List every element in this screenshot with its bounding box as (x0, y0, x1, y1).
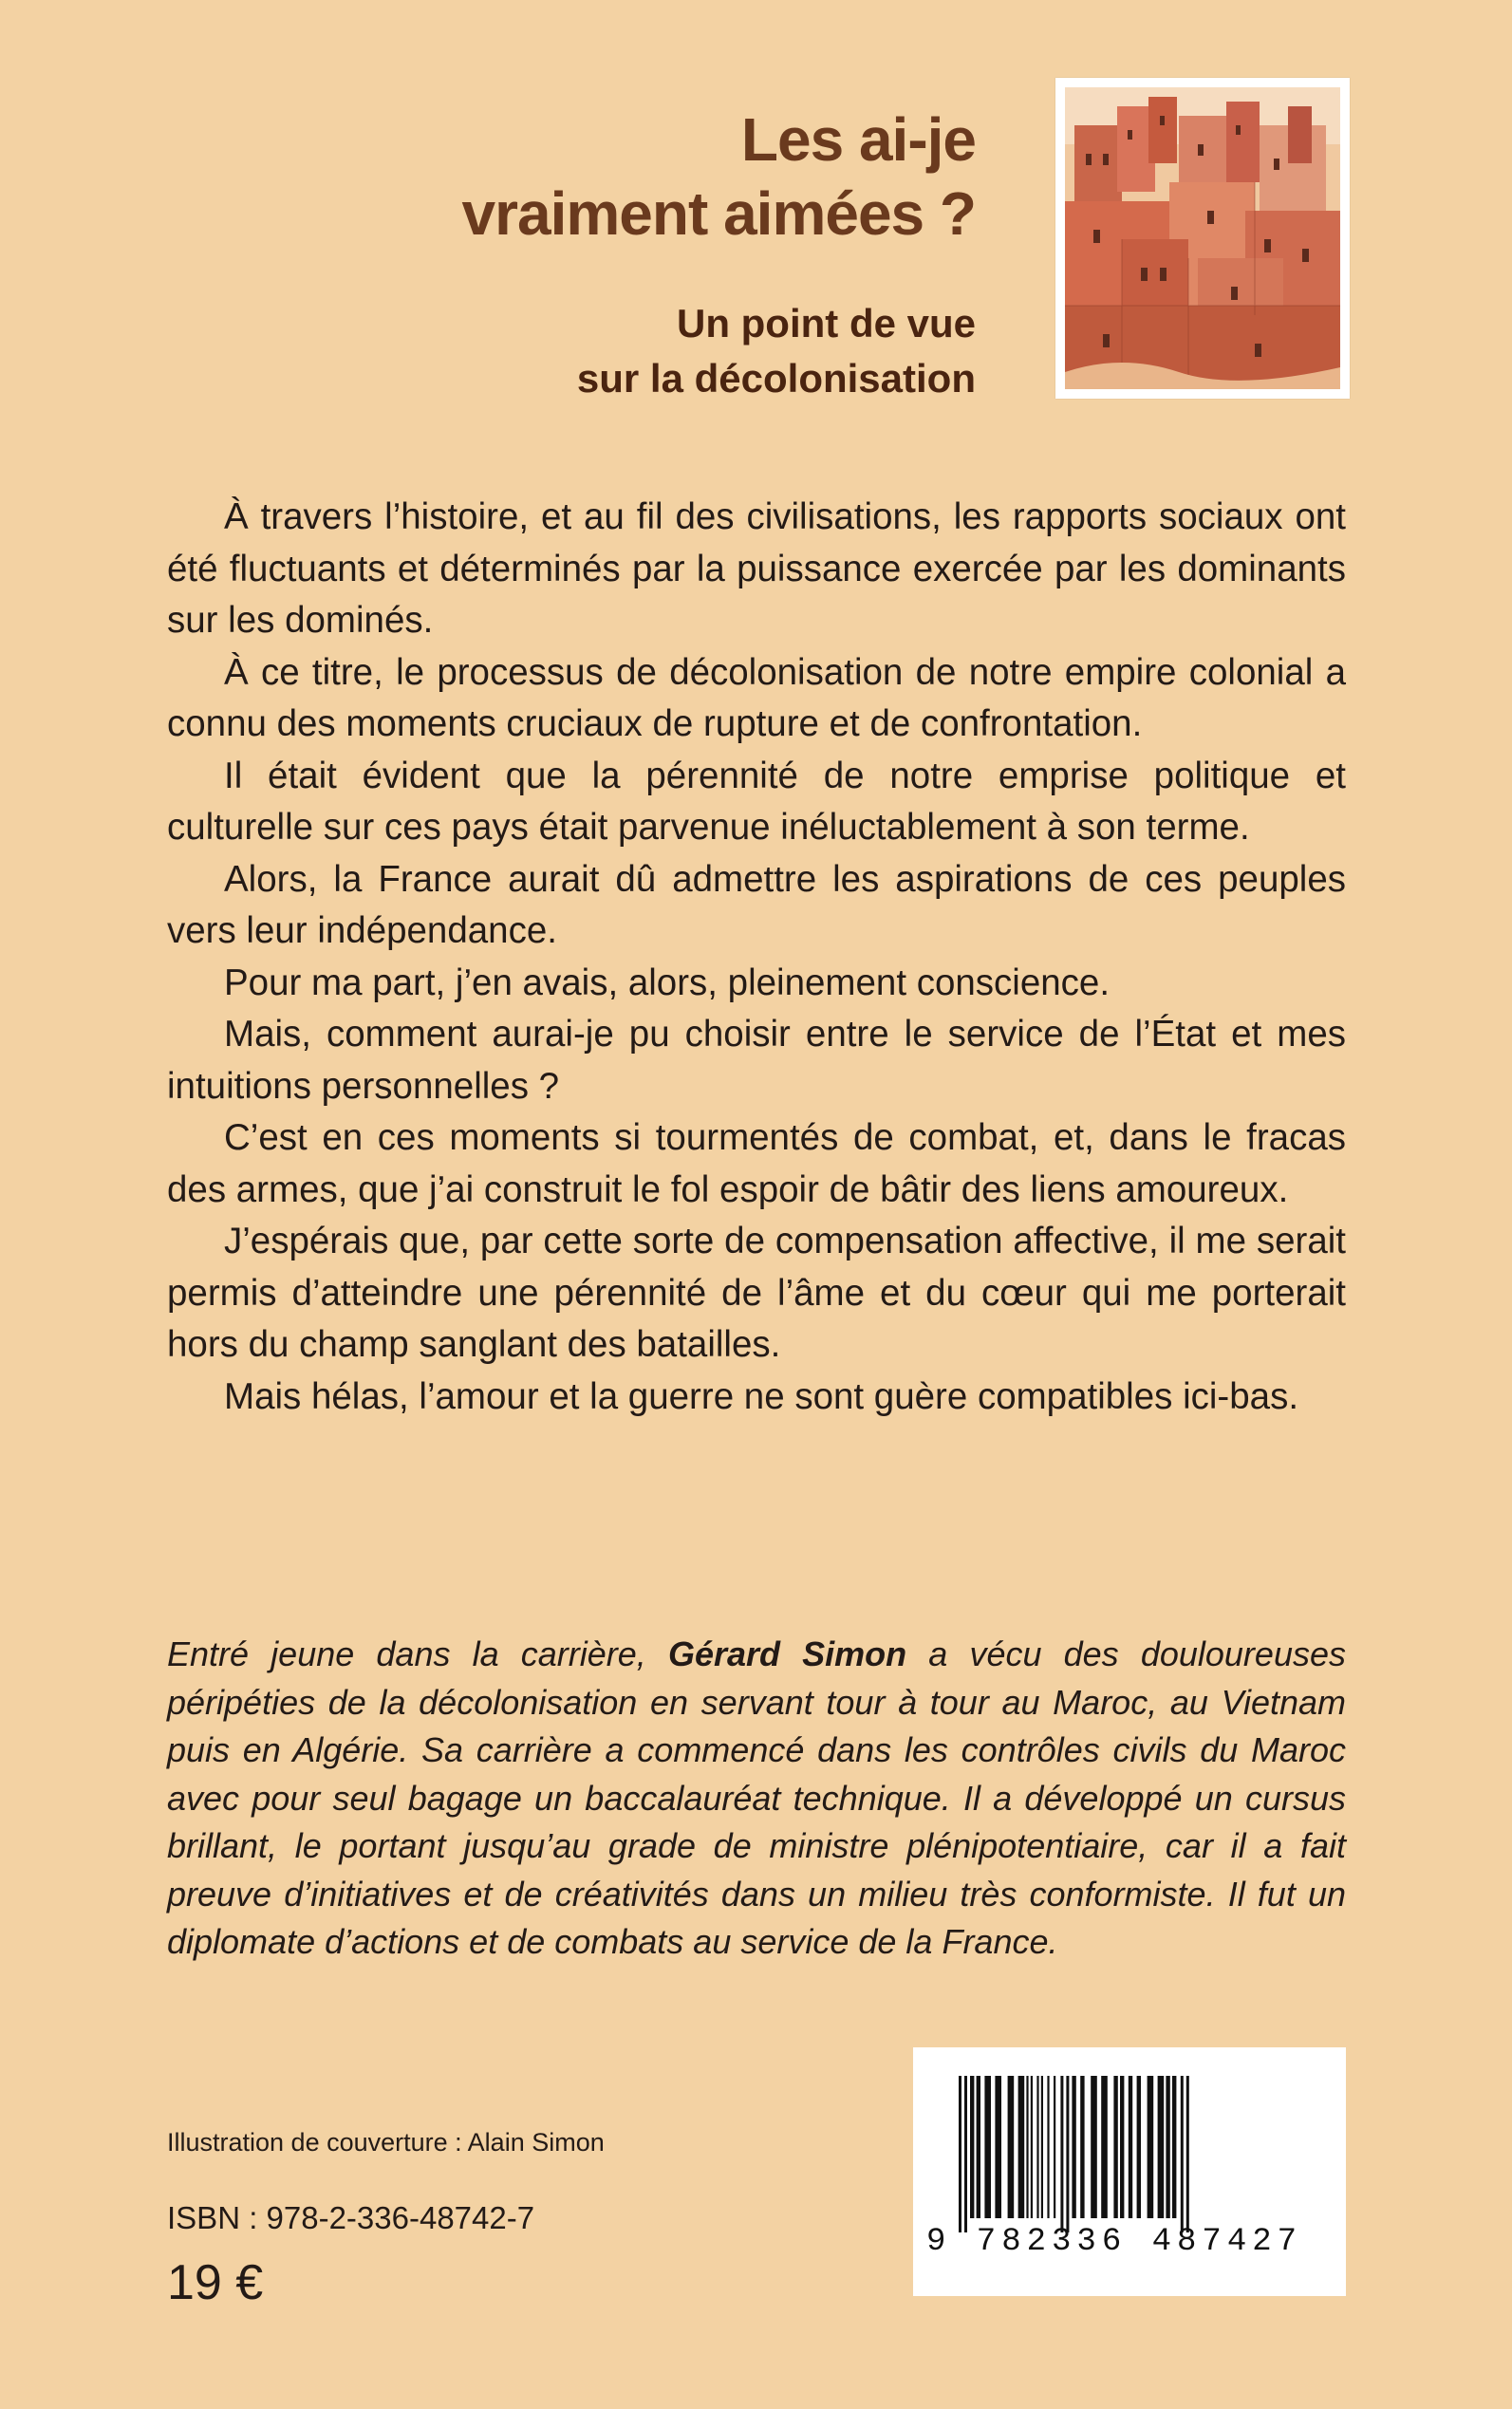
back-cover-text (167, 492, 1346, 1423)
body-paragraph: À travers l’histoire, et au fil des civilisations, les rapports sociaux ont été fluctuants et déterminés par la puissance exercée par les dominants sur les dominés. (167, 496, 1346, 641)
body-paragraph: Alors, la France aurait dû admettre les aspirations de ces peuples vers leur indépendance. (167, 858, 1346, 951)
subtitle-line-2: sur la décolonisation (576, 356, 976, 401)
price: 19 € (167, 2255, 264, 2310)
book-subtitle (311, 296, 976, 406)
body-paragraph: Il était évident que la pérennité de notre emprise politique et culturelle sur ces pays était parvenue inéluctablement à son terme. (167, 755, 1346, 848)
body-paragraph: Mais, comment aurai-je pu choisir entre le service de l’État et mes intuitions personnelles ? (167, 1014, 1346, 1107)
isbn: ISBN : 978-2-336-48742-7 (167, 2200, 535, 2235)
body-paragraph: Pour ma part, j’en avais, alors, pleinement conscience. (224, 962, 1111, 1003)
subtitle-line-1: Un point de vue (677, 301, 976, 345)
kasbah-painting (1065, 87, 1340, 389)
title-line-2: vraiment aimées ? (461, 179, 976, 248)
body-paragraph: J’espérais que, par cette sorte de compensation affective, il me serait permis d’atteindre une pérennité de l’âme et du cœur qui me porterait hors du champ sanglant des batailles. (167, 1221, 1346, 1365)
book-title (311, 103, 976, 251)
barcode (913, 2047, 1346, 2296)
barcode-digits: 9 782336 487427 (926, 2224, 1303, 2260)
bio-intro: Entré jeune dans la carrière, (167, 1634, 668, 1673)
author-bio (167, 1631, 1346, 1967)
author-name: Gérard Simon (667, 1634, 907, 1673)
body-paragraph: Mais hélas, l’amour et la guerre ne sont guère compatibles ici-bas. (224, 1375, 1299, 1417)
body-paragraph: À ce titre, le processus de décolonisation de notre empire colonial a connu des moments cruciaux de rupture et de confrontation. (167, 651, 1346, 744)
title-line-1: Les ai-je (740, 105, 976, 174)
cover-illustration (1055, 78, 1350, 399)
body-paragraph: C’est en ces moments si tourmentés de combat, et, dans le fracas des armes, que j’ai construit le fol espoir de bâtir des liens amoureux. (167, 1117, 1346, 1210)
illustration-credit: Illustration de couverture : Alain Simon (167, 2128, 605, 2157)
bio-text: a vécu des douloureuses péripéties de la décolonisation en servant tour à tour au Maroc, au Vietnam puis en Algérie. Sa carrière a commencé dans les contrôles civils du Maroc avec pour seul bagage un baccalauréat technique. Il a développé un cursus brillant, le portant jusqu’au grade de ministre plénipotentiaire, car il a fait preuve d’initiatives et de créativités dans un milieu très conformiste. Il fut un diplomate d’actions et de combats au service de la France. (167, 1634, 1346, 1961)
